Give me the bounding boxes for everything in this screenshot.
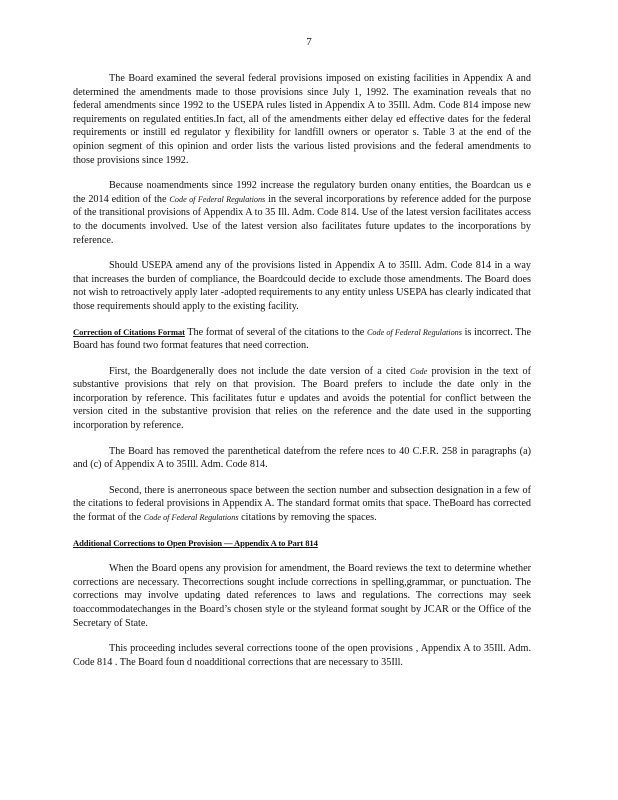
paragraph-first-date-version: [73, 365, 531, 433]
page-number: 7: [306, 36, 312, 48]
section-heading-additional-corrections: Additional Corrections to Open Provision — Appendix A to Part 814: [73, 537, 318, 548]
paragraph-federal-provisions: The Board examined the several federal provisions imposed on existing facilities in Appendix A and determined the amendments made to those provisions since July 1, 1992. The examination reveals that no federal amendments since 1992 to the USEPA rules listed in Appendix A to 35Ill. Adm. Code 814 impose new requirements on regulated entities.In fact, all of the amendments either delay ed effective dates for the federal requirements or instill ed regulator y flexibility for landfill owners or operator s. Table 3 at the end of the opinion segment of this opinion and order lists the various listed provisions and the federal amendments to those provisions since 1992.: [73, 73, 531, 166]
paragraph-additional-corrections-heading: [73, 537, 531, 551]
paragraph-text: Second, there is anerroneous space between the section number and subsection designation in a few of the citations to federal provisions in Appendix A. The standard format omits that space. TheBoard has corrected the format of the: [73, 484, 531, 524]
paragraph-no-amendments: [73, 179, 531, 247]
paragraph-text: First, the Boardgenerally does not include the date version of a cited: [109, 365, 410, 377]
paragraph-open-provision-review: When the Board opens any provision for amendment, the Board reviews the text to determine whether corrections are necessary. Thecorrections sought include corrections in spelling,grammar, or punctuation. The corrections may involve updating dated references to laws and regulations. The corrections may seek toaccommodatechanges in the Board’s chosen style or the styleand format sought by JCAR or the Office of the Secretary of State.: [73, 563, 531, 629]
paragraph-text: is incorrect. The Board has found two format features that need correction.: [73, 326, 532, 352]
paragraph-text: in the several incorporations by reference added for the purpose of the transitional provisions of Appendix A to 35 Ill. Adm. Code 814. Use of the latest version facilitates access to the documents involved. Use of the latest version also facilitates future updates to the incorporations by reference.: [73, 193, 531, 246]
section-heading-correction-of-citations: Correction of Citations Format: [73, 326, 185, 337]
paragraph-text: provision in the text of substantive provisions that rely on that provision. The Board prefers to include the date only in the incorporation by reference. This facilitates futur e updates and avoids the potential for conflict between the version cited in the substantive provision that relies on the reference and the date used in the supporting incorporation by reference.: [73, 365, 531, 432]
paragraph-text: The format of several of the citations to the: [184, 326, 367, 338]
italic-citation: Code of Federal Regulations: [366, 327, 462, 337]
paragraph-usepa-amend: Should USEPA amend any of the provisions listed in Appendix A to 35Ill. Adm. Code 814 in a way that increases the burden of compliance, the Boardcould decide to exclude those amendments. The Board does not wish to retroactively apply later -adopted requirements to any entity unless USEPA has clearly indicated that those requirements should apply to the existing facility.: [73, 260, 531, 312]
paragraph-text: Because noamendments since 1992 increase the regulatory burden onany entities, the Boardcan us e the 2014 edition of the: [73, 180, 531, 205]
italic-citation: Code of Federal Regulations: [169, 194, 266, 204]
paragraph-parenthetical-removed: The Board has removed the parenthetical datefrom the refere nces to 40 C.F.R. 258 in paragraphs (a) and (c) of Appendix A to 35Ill. Adm. Code 814.: [73, 445, 531, 471]
body-text: [73, 72, 531, 681]
paragraph-text: citations by removing the spaces.: [238, 512, 377, 524]
paragraph-correction-citations: [73, 326, 531, 353]
paragraph-second-space: [73, 484, 531, 525]
italic-citation: Code of Federal Regulations: [143, 513, 239, 523]
paragraph-proceeding-corrections: This proceeding includes several corrections toone of the open provisions , Appendix A to 35Ill. Adm. Code 814 . The Board foun d noadditional corrections that are necessary to 35Ill.: [73, 643, 531, 668]
italic-citation: Code: [409, 366, 428, 376]
